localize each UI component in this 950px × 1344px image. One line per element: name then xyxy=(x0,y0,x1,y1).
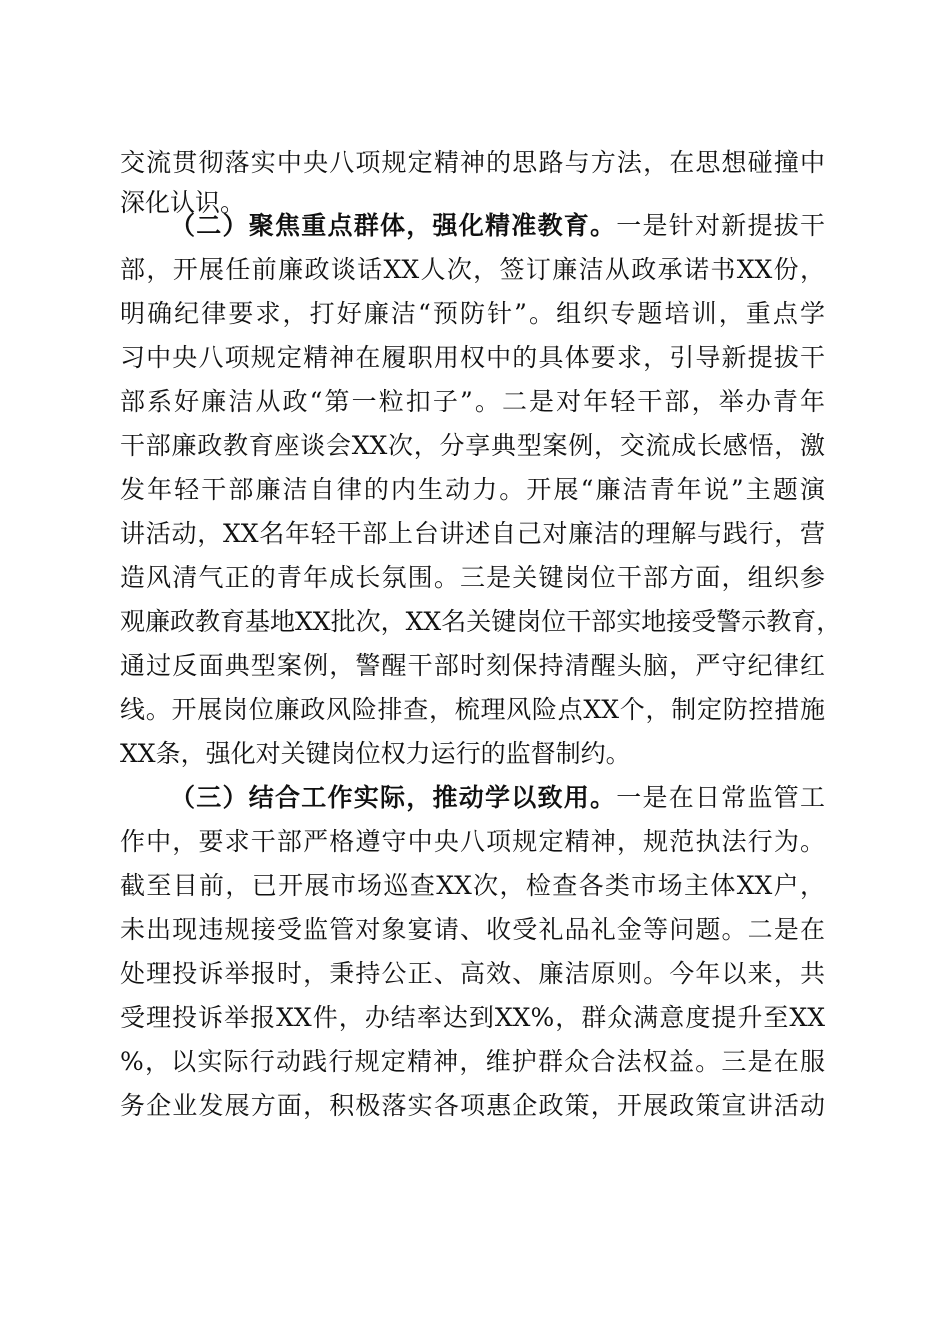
paragraph-3-first-line-text: 一是在日常监管工 xyxy=(616,783,825,812)
paragraph-2-heading: （二）聚焦重点群体，强化精准教育。 xyxy=(170,211,617,240)
paragraph-3-line-6: 受理投诉举报XX件，办结率达到XX%，群众满意度提升至XX xyxy=(120,1003,825,1032)
paragraph-1-line-1: 交流贯彻落实中央八项规定精神的思路与方法，在思想碰撞中 xyxy=(120,148,825,177)
paragraph-3-line-7: %，以实际行动践行规定精神，维护群众合法权益。三是在服 xyxy=(120,1047,825,1076)
paragraph-2-line-7: 发年轻干部廉洁自律的内生动力。开展“廉洁青年说”主题演 xyxy=(120,475,825,504)
paragraph-2-line-2: 部，开展任前廉政谈话XX人次，签订廉洁从政承诺书XX份， xyxy=(120,255,825,284)
paragraph-3-line-1 xyxy=(170,778,825,818)
paragraph-2-line-12: 线。开展岗位廉政风险排查，梳理风险点XX个，制定防控措施 xyxy=(120,695,825,724)
paragraph-2-line-3: 明确纪律要求，打好廉洁“预防针”。组织专题培训，重点学 xyxy=(120,299,825,328)
paragraph-2-line-1 xyxy=(170,206,825,246)
paragraph-2-line-13: XX条，强化对关键岗位权力运行的监督制约。 xyxy=(120,739,631,768)
paragraph-2-line-9: 造风清气正的青年成长氛围。三是关键岗位干部方面，组织参 xyxy=(120,563,825,592)
paragraph-2-line-11: 通过反面典型案例，警醒干部时刻保持清醒头脑，严守纪律红 xyxy=(120,651,825,680)
paragraph-1-line-2: 深化认识。 xyxy=(120,188,246,217)
paragraph-3-heading: （三）结合工作实际，推动学以致用。 xyxy=(170,783,617,812)
paragraph-2-line-6: 干部廉政教育座谈会XX次，分享典型案例，交流成长感悟，激 xyxy=(120,431,825,460)
paragraph-2-line-4: 习中央八项规定精神在履职用权中的具体要求，引导新提拔干 xyxy=(120,343,825,372)
paragraph-3-line-5: 处理投诉举报时，秉持公正、高效、廉洁原则。今年以来，共 xyxy=(120,959,825,988)
paragraph-2-first-line-text: 一是针对新提拔干 xyxy=(616,211,825,240)
paragraph-2-line-8: 讲活动，XX名年轻干部上台讲述自己对廉洁的理解与践行，营 xyxy=(120,519,825,548)
paragraph-3-line-4: 未出现违规接受监管对象宴请、收受礼品礼金等问题。二是在 xyxy=(120,915,825,944)
paragraph-3-line-3: 截至目前，已开展市场巡查XX次，检查各类市场主体XX户， xyxy=(120,871,825,900)
paragraph-3-line-2: 作中，要求干部严格遵守中央八项规定精神，规范执法行为。 xyxy=(120,827,825,856)
paragraph-2-line-10: 观廉政教育基地XX批次，XX名关键岗位干部实地接受警示教育， xyxy=(120,607,842,636)
paragraph-2-line-5: 部系好廉洁从政“第一粒扣子”。二是对年轻干部，举办青年 xyxy=(120,387,825,416)
paragraph-3-line-8: 务企业发展方面，积极落实各项惠企政策，开展政策宣讲活动 xyxy=(120,1091,825,1120)
